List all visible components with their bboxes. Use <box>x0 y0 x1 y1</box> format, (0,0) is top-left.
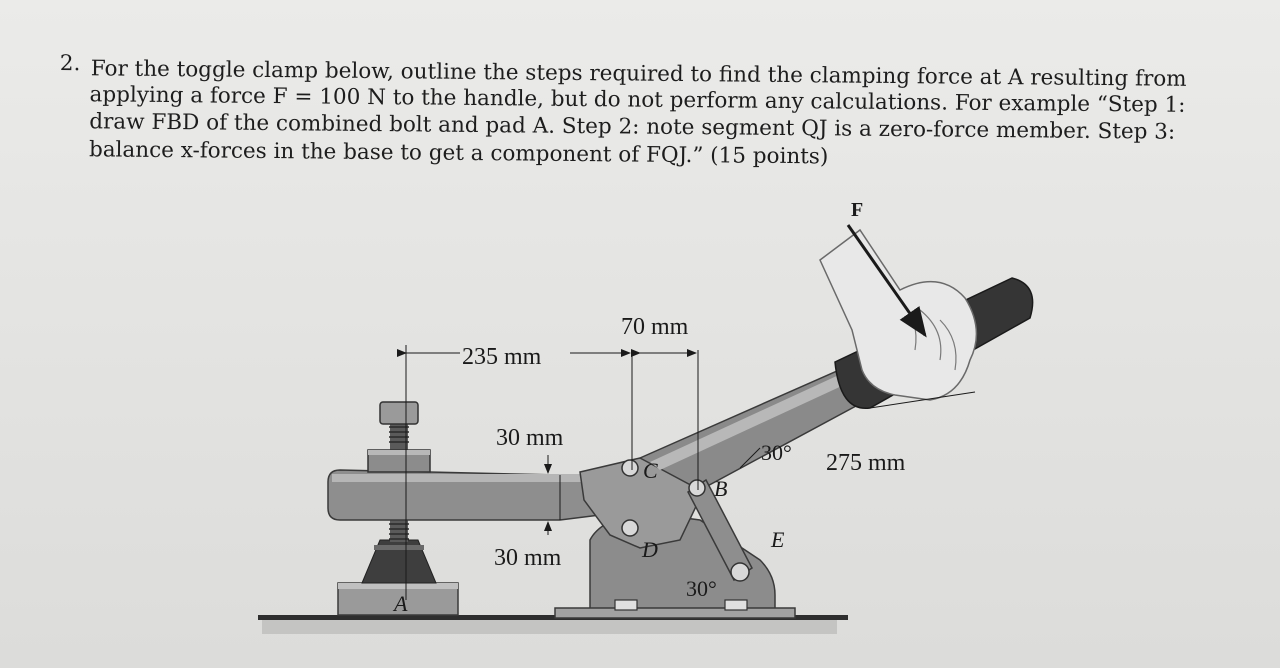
pin-e <box>731 563 749 581</box>
dim-30-lower: 30 mm <box>494 545 562 571</box>
dim-30-upper: 30 mm <box>496 425 564 451</box>
dim-70: 70 mm <box>621 314 689 340</box>
pin-d <box>622 520 638 536</box>
angle-handle: 30° <box>761 440 792 465</box>
label-d: D <box>642 537 658 562</box>
angle-base: 30° <box>686 576 717 601</box>
label-f: F <box>851 199 864 221</box>
pin-c <box>622 460 638 476</box>
problem-line-4: balance x-forces in the base to get a component of FQJ.” (15 points) <box>88 137 829 170</box>
problem-line-1: For the toggle clamp below, outline the steps required to find the clamping force at A resulting from <box>90 56 1187 92</box>
label-c: C <box>643 458 658 483</box>
label-e: E <box>771 527 785 552</box>
clamp-arm <box>328 470 600 520</box>
label-a: A <box>394 591 408 616</box>
label-b: B <box>714 476 728 501</box>
dim-275: 275 mm <box>826 450 906 476</box>
problem-number: 2. <box>59 50 81 77</box>
lower-nut <box>362 540 436 583</box>
problem-line-3: draw FBD of the combined bolt and pad A. Step 2: note segment QJ is a zero-force member. Step 3: <box>89 109 1176 145</box>
dim-235: 235 mm <box>462 344 542 370</box>
upper-bolt <box>368 402 430 472</box>
problem-line-2: applying a force F = 100 N to the handle, but do not perform any calculations. For example “Step 1: <box>89 82 1186 118</box>
pin-b <box>689 480 705 496</box>
